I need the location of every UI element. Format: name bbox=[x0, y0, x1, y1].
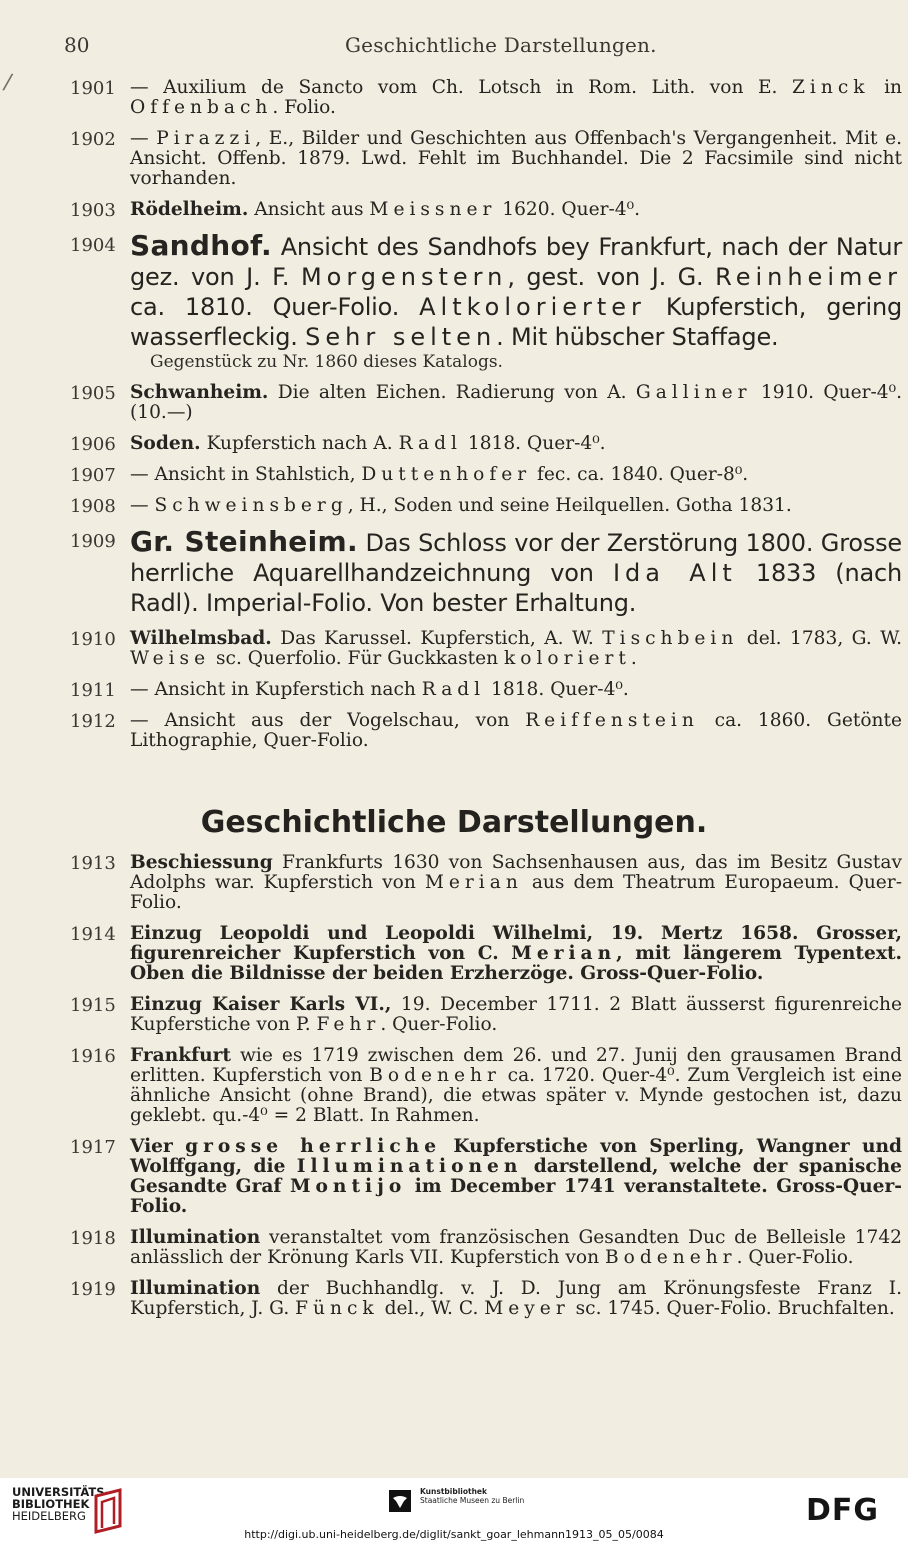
entry-text-run: Ansicht des Sandhofs bey Frankfurt, nach der Natur gez. von J. F. bbox=[130, 233, 902, 291]
entry-text-run: Frankfurt bbox=[130, 1045, 232, 1066]
catalog-entry bbox=[0, 496, 908, 516]
entry-text bbox=[130, 853, 902, 913]
entry-text bbox=[130, 711, 902, 751]
entry-text-run: Rödelheim. bbox=[130, 199, 249, 220]
entry-text bbox=[130, 995, 902, 1035]
kunstbibliothek-wordmark bbox=[420, 1487, 524, 1505]
entry-text-run: Soden. bbox=[130, 433, 201, 454]
entry-text-run: 1620. Quer-4⁰. bbox=[496, 199, 640, 220]
entry-text-run: koloriert bbox=[504, 648, 631, 669]
kb-line-2: Staatliche Museen zu Berlin bbox=[420, 1496, 525, 1505]
margin-pencil-mark: / bbox=[1, 69, 14, 96]
entry-number: 1905 bbox=[70, 383, 116, 404]
entry-text-run: Sehr selten bbox=[305, 323, 497, 351]
entry-text-run: 19. December 1711. 2 Blatt äusserst figurenreiche Kupferstiche von P. bbox=[130, 994, 902, 1035]
entry-text-run: Einzug Kaiser Karls VI., bbox=[130, 994, 392, 1015]
entry-text-run: Reiffenstein bbox=[525, 710, 699, 731]
entry-text-run: Pirazzi bbox=[156, 128, 256, 149]
entry-text bbox=[130, 78, 902, 118]
entry-text-run: 1818. Quer-4⁰. bbox=[485, 679, 629, 700]
entry-text-run: 1910. Quer-4⁰. (10.—) bbox=[130, 382, 902, 423]
entry-text-run: Altkolorierter bbox=[419, 293, 646, 321]
entry-text-run: — Ansicht in Stahlstich, bbox=[130, 464, 362, 485]
entry-text-run: im December 1741 veranstaltete. Gross-Quer-Folio. bbox=[130, 1176, 902, 1217]
entry-text bbox=[130, 434, 902, 454]
catalog-entry bbox=[0, 231, 908, 372]
entry-text bbox=[130, 231, 902, 352]
entry-text-run: Ida Alt bbox=[612, 559, 737, 587]
entry-text-run: Schweinsberg bbox=[154, 495, 348, 516]
catalog-entry bbox=[0, 1279, 908, 1319]
entry-text-run: , gest. von J. G. bbox=[507, 263, 716, 291]
entry-text-run: ca. 1810. Quer-Folio. bbox=[130, 293, 420, 321]
entry-text-run: — Ansicht aus der Vogelschau, von bbox=[130, 710, 526, 731]
entry-text-run: Illuminationen bbox=[296, 1156, 523, 1177]
entry-text-run: — Ansicht in Kupferstich nach bbox=[130, 679, 422, 700]
entry-list-first bbox=[0, 78, 908, 762]
page-number: 80 bbox=[64, 33, 90, 57]
entry-text-run: Merian bbox=[511, 943, 617, 964]
entry-list-second bbox=[0, 853, 908, 1330]
catalog-entry bbox=[0, 711, 908, 751]
entry-text-run: 1818. Quer-4⁰. bbox=[461, 433, 606, 454]
entry-text-run: , E., Bilder und Geschichten aus Offenbach's Vergangenheit. Mit e. Ansicht. Offenb. 1879. Lwd. Fehlt im Buchhandel. Die 2 Facsimile sind nicht vorhanden. bbox=[130, 128, 902, 189]
entry-text-run: , mit längerem Typentext. Oben die Bildnisse der beiden Erzherzöge. Gross-Quer-Folio. bbox=[130, 943, 902, 984]
entry-text-run: . Mit hübscher Staffage. bbox=[496, 323, 779, 351]
catalog-entry bbox=[0, 853, 908, 913]
entry-text-run: 1833 (nach Radl). Imperial-Folio. Von bester Erhaltung. bbox=[130, 559, 902, 617]
entry-text-run: Fünck bbox=[295, 1298, 379, 1319]
entry-number: 1914 bbox=[70, 924, 116, 945]
catalog-entry bbox=[0, 383, 908, 423]
entry-text-run: del. 1783, G. W. bbox=[738, 628, 902, 649]
entry-text-run: Meissner bbox=[369, 199, 497, 220]
entry-number: 1913 bbox=[70, 853, 116, 874]
entry-text-run: del., W. C. bbox=[378, 1298, 485, 1319]
entry-text-run: der Buchhandlg. v. J. D. Jung am Krönungsfeste Franz I. Kupferstich, J. G. bbox=[130, 1278, 902, 1319]
entry-note: Gegenstück zu Nr. 1860 dieses Katalogs. bbox=[150, 352, 503, 372]
entry-text-run: Bodenehr bbox=[369, 1065, 501, 1086]
entry-text-run: Galliner bbox=[635, 382, 752, 403]
entry-text-run: aus dem Theatrum Europaeum. Quer-Folio. bbox=[130, 872, 902, 913]
entry-heading: Sandhof. bbox=[130, 229, 272, 262]
entry-text-run: Schwanheim. bbox=[130, 382, 269, 403]
ub-line-2: BIBLIOTHEK bbox=[12, 1497, 90, 1511]
catalog-entry bbox=[0, 434, 908, 454]
entry-text-run: Weise bbox=[130, 648, 211, 669]
entry-text-run: Das Karussel. Kupferstich, A. W. bbox=[271, 628, 603, 649]
entry-text-run: . Folio. bbox=[272, 97, 336, 118]
entry-text-run: darstellend, welche der spanische Gesandte Graf bbox=[130, 1156, 902, 1197]
entry-text bbox=[130, 1279, 902, 1319]
entry-text-run: ca. 1720. Quer-4⁰. Zum Vergleich ist eine ähnliche Ansicht (ohne Brand), die etwas später v. Mynde gestochen ist, dazu geklebt. qu.-4⁰ = 2 Blatt. In Rahmen. bbox=[130, 1065, 902, 1126]
catalog-entry bbox=[0, 527, 908, 618]
entry-text-run: ca. 1860. Getönte Lithographie, Quer-Folio. bbox=[130, 710, 902, 751]
entry-text-run: veranstaltet vom französischen Gesandten Duc de Belleisle 1742 anlässlich der Krönung Karls VII. Kupferstich von bbox=[130, 1227, 902, 1268]
entry-text-run: Beschiessung bbox=[130, 852, 273, 873]
entry-text bbox=[130, 383, 902, 423]
catalog-entry bbox=[0, 465, 908, 485]
entry-text-run: , H., Soden und seine Heilquellen. Gotha 1831. bbox=[347, 495, 792, 516]
entry-text-run: Montijo bbox=[289, 1176, 407, 1197]
catalog-entry bbox=[0, 78, 908, 118]
entry-number: 1917 bbox=[70, 1137, 116, 1158]
entry-number: 1907 bbox=[70, 465, 116, 486]
entry-text bbox=[130, 1137, 902, 1217]
entry-text-run: Zinck bbox=[792, 77, 870, 98]
entry-number: 1904 bbox=[70, 235, 116, 256]
entry-text bbox=[130, 496, 902, 516]
entry-number: 1912 bbox=[70, 711, 116, 732]
catalog-entry bbox=[0, 924, 908, 984]
catalog-entry bbox=[0, 200, 908, 220]
entry-text-run: Wilhelmsbad. bbox=[130, 628, 272, 649]
entry-text-run: Meyer bbox=[484, 1298, 570, 1319]
entry-text bbox=[130, 680, 902, 700]
catalog-entry bbox=[0, 1137, 908, 1217]
entry-text-run: — bbox=[130, 128, 157, 149]
entry-text-run: Radl bbox=[398, 433, 462, 454]
entry-text-run: Einzug Leopoldi und Leopoldi Wilhelmi, 19. Mertz 1658. Grosser, figurenreicher Kupferstich von C. bbox=[130, 923, 902, 964]
entry-text-run: sc. Querfolio. Für Guckkasten bbox=[210, 648, 504, 669]
entry-text-run: Radl bbox=[421, 679, 486, 700]
running-title: Geschichtliche Darstellungen. bbox=[345, 33, 657, 57]
entry-number: 1916 bbox=[70, 1046, 116, 1067]
kb-line-1: Kunstbibliothek bbox=[420, 1487, 488, 1496]
entry-text bbox=[130, 1228, 902, 1268]
entry-text-run: Morgenstern bbox=[300, 263, 508, 291]
entry-number: 1910 bbox=[70, 629, 116, 650]
entry-text-run: Illumination bbox=[130, 1278, 261, 1299]
entry-heading: Gr. Steinheim. bbox=[130, 525, 358, 558]
entry-text-run: Illumination bbox=[130, 1227, 261, 1248]
digitization-footer bbox=[0, 1478, 908, 1543]
entry-text-run: Frankfurts 1630 von Sachsenhausen aus, das im Besitz Gustav Adolphs war. Kupferstich von bbox=[130, 852, 902, 893]
entry-text-run: — bbox=[130, 495, 155, 516]
kunstbibliothek-eagle-icon bbox=[389, 1490, 411, 1512]
catalog-entry bbox=[0, 680, 908, 700]
entry-number: 1919 bbox=[70, 1279, 116, 1300]
entry-text-run: Offenbach bbox=[130, 97, 273, 118]
entry-number: 1903 bbox=[70, 200, 116, 221]
entry-text bbox=[130, 527, 902, 618]
entry-text bbox=[130, 129, 902, 189]
entry-text-run: Kupferstich, gering wasserfleckig. bbox=[130, 293, 902, 351]
entry-text-run: Kupferstiche von Sperling, Wangner und Wolffgang, die bbox=[130, 1136, 902, 1177]
entry-text-run: . bbox=[630, 648, 637, 669]
entry-text-run: sc. 1745. Quer-Folio. Bruchfalten. bbox=[569, 1298, 895, 1319]
entry-number: 1908 bbox=[70, 496, 116, 517]
catalog-entry bbox=[0, 629, 908, 669]
entry-text-run: Die alten Eichen. Radierung von A. bbox=[268, 382, 636, 403]
entry-text bbox=[130, 1046, 902, 1126]
entry-text bbox=[130, 200, 902, 220]
catalog-entry bbox=[0, 129, 908, 189]
entry-text-run: grosse herrliche bbox=[185, 1136, 442, 1157]
entry-text-run: Das Schloss vor der Zerstörung 1800. Grosse herrliche Aquarellhandzeichnung von bbox=[130, 529, 902, 587]
entry-number: 1911 bbox=[70, 680, 116, 701]
entry-text-run: Vier bbox=[130, 1136, 186, 1157]
entry-text-run: Bodenehr bbox=[604, 1247, 737, 1268]
entry-text-run: . Quer-Folio. bbox=[380, 1014, 498, 1035]
entry-number: 1915 bbox=[70, 995, 116, 1016]
entry-text-run: Merian bbox=[424, 872, 523, 893]
entry-text bbox=[130, 629, 902, 669]
permalink-url[interactable]: http://digi.ub.uni-heidelberg.de/diglit/sankt_goar_lehmann1913_05_05/0084 bbox=[244, 1528, 664, 1541]
entry-number: 1906 bbox=[70, 434, 116, 455]
section-heading: Geschichtliche Darstellungen. bbox=[200, 805, 708, 840]
entry-text-run: . Quer-Folio. bbox=[736, 1247, 854, 1268]
entry-number: 1918 bbox=[70, 1228, 116, 1249]
catalog-entry bbox=[0, 1228, 908, 1268]
entry-number: 1901 bbox=[70, 78, 116, 99]
ub-line-1: UNIVERSITÄTS- bbox=[12, 1485, 110, 1499]
entry-text-run: Fehr bbox=[316, 1014, 381, 1035]
catalog-entry bbox=[0, 1046, 908, 1126]
dfg-logo: DFG bbox=[806, 1493, 880, 1528]
entry-number: 1902 bbox=[70, 129, 116, 150]
entry-text-run: Reinheimer bbox=[715, 263, 902, 291]
entry-text-run: wie es 1719 zwischen dem 26. und 27. Junij den grausamen Brand erlitten. Kupferstich von bbox=[130, 1045, 902, 1086]
entry-text-run: fec. ca. 1840. Quer-8⁰. bbox=[531, 464, 749, 485]
entry-text bbox=[130, 465, 902, 485]
catalog-entry bbox=[0, 995, 908, 1035]
ub-line-3: HEIDELBERG bbox=[12, 1509, 86, 1523]
entry-text-run: Kupferstich nach A. bbox=[200, 433, 399, 454]
entry-text-run: Tischbein bbox=[602, 628, 739, 649]
entry-text-run: in bbox=[869, 77, 902, 98]
entry-text-run: — Auxilium de Sancto vom Ch. Lotsch in Rom. Lith. von E. bbox=[130, 77, 792, 98]
entry-text-run: Duttenhofer bbox=[361, 464, 532, 485]
entry-text-run: Ansicht aus bbox=[248, 199, 370, 220]
entry-number: 1909 bbox=[70, 531, 116, 552]
running-header bbox=[0, 33, 908, 59]
entry-text bbox=[130, 924, 902, 984]
